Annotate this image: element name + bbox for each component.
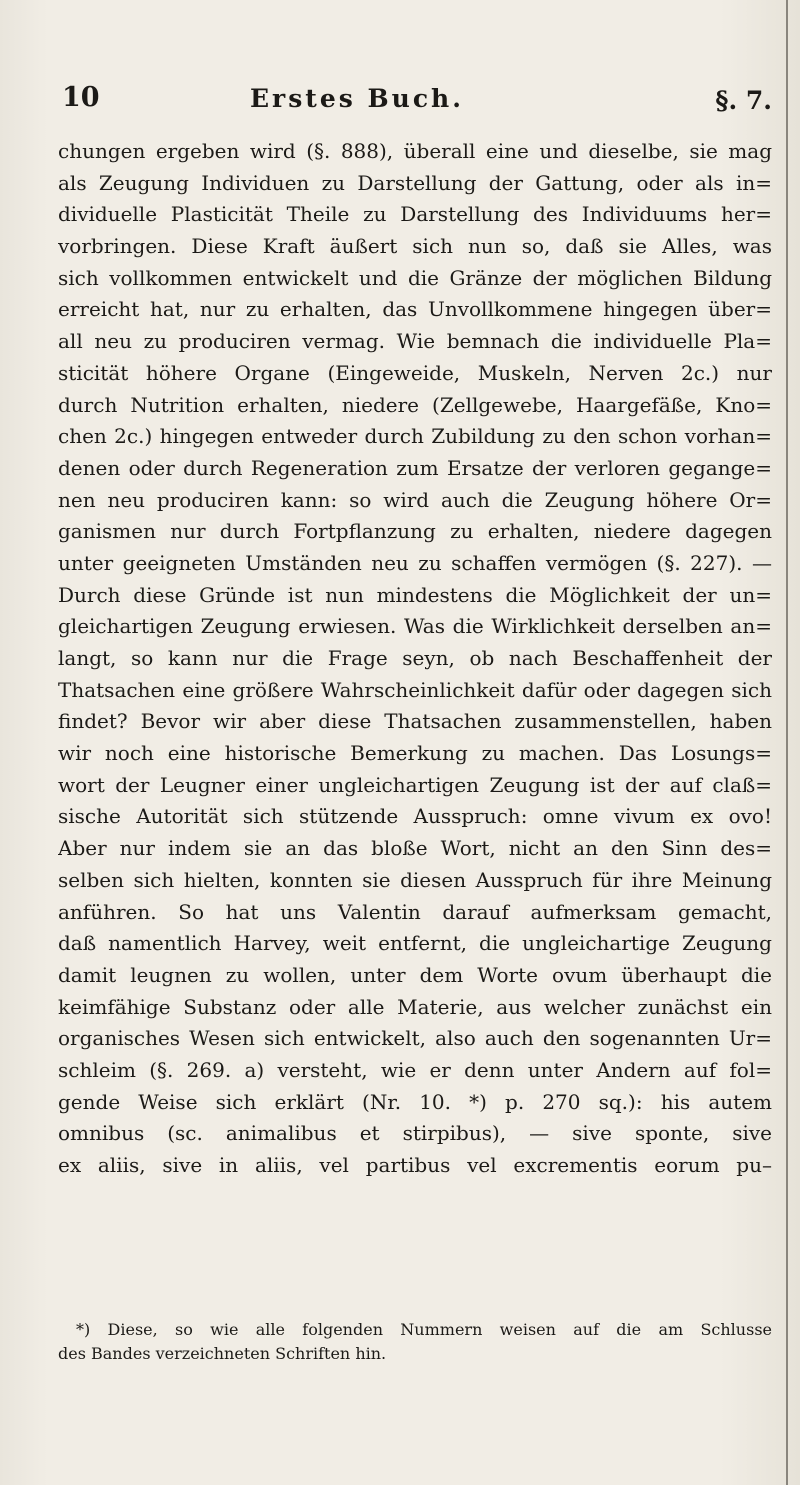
text-line: gleichartigen Zeugung erwiesen. Was die Wirklichkeit derselben an= bbox=[58, 614, 772, 639]
text-line: ex aliis, sive in aliis, vel partibus vel excrementis eorum pu– bbox=[58, 1153, 772, 1177]
text-line: wort der Leugner einer ungleichartigen Zeugung ist der auf claß= bbox=[58, 772, 772, 797]
text-line: vorbringen. Diese Kraft äußert sich nun so, daß sie Alles, was bbox=[58, 234, 772, 259]
body-text bbox=[58, 136, 772, 1182]
text-line: als Zeugung Individuen zu Darstellung der Gattung, oder als in= bbox=[58, 170, 772, 195]
text-line: all neu zu produciren vermag. Wie bemnach die individuelle Pla= bbox=[58, 329, 772, 354]
text-line: findet? Bevor wir aber diese Thatsachen zusammenstellen, haben bbox=[58, 709, 772, 734]
text-line: unter geeigneten Umständen neu zu schaffen vermögen (§. 227). — bbox=[58, 550, 772, 575]
text-line: nen neu produciren kann: so wird auch die Zeugung höhere Or= bbox=[58, 487, 772, 512]
text-line: erreicht hat, nur zu erhalten, das Unvollkommene hingegen über= bbox=[58, 297, 772, 322]
text-line: damit leugnen zu wollen, unter dem Worte ovum überhaupt die bbox=[58, 962, 772, 987]
page-number: 10 bbox=[62, 82, 100, 113]
text-line: durch Nutrition erhalten, niedere (Zellgewebe, Haargefäße, Kno= bbox=[58, 392, 772, 417]
text-line: keimfähige Substanz oder alle Materie, aus welcher zunächst ein bbox=[58, 994, 772, 1019]
text-line: chungen ergeben wird (§. 888), überall eine und dieselbe, sie mag bbox=[58, 139, 772, 163]
text-line: sticität höhere Organe (Eingeweide, Muskeln, Nerven 2c.) nur bbox=[58, 360, 772, 385]
running-title: Erstes Buch. bbox=[250, 84, 464, 113]
text-line: sische Autorität sich stützende Ausspruch: omne vivum ex ovo! bbox=[58, 804, 772, 829]
footnote-line: *) Diese, so wie alle folgenden Nummern weisen auf die am Schlusse bbox=[76, 1320, 772, 1339]
text-line: anführen. So hat uns Valentin darauf aufmerksam gemacht, bbox=[58, 899, 772, 924]
text-line: gende Weise sich erklärt (Nr. 10. *) p. 270 sq.): his autem bbox=[58, 1089, 772, 1114]
text-line: wir noch eine historische Bemerkung zu machen. Das Losungs= bbox=[58, 741, 772, 766]
footnote bbox=[58, 1318, 772, 1366]
text-line: omnibus (sc. animalibus et stirpibus), — sive sponte, sive bbox=[58, 1121, 772, 1146]
text-line: ganismen nur durch Fortpflanzung zu erhalten, niedere dagegen bbox=[58, 519, 772, 544]
page-edge-rule bbox=[786, 0, 788, 1485]
text-line: Durch diese Gründe ist nun mindestens die Möglichkeit der un= bbox=[58, 582, 772, 607]
text-line: denen oder durch Regeneration zum Ersatze der verloren gegange= bbox=[58, 455, 772, 480]
text-line: daß namentlich Harvey, weit entfernt, die ungleichartige Zeugung bbox=[58, 931, 772, 956]
text-line: selben sich hielten, konnten sie diesen Ausspruch für ihre Meinung bbox=[58, 867, 772, 892]
page-header bbox=[56, 70, 772, 115]
text-line: Aber nur indem sie an das bloße Wort, nicht an den Sinn des= bbox=[58, 836, 772, 861]
footnote-line: des Bandes verzeichneten Schriften hin. bbox=[58, 1344, 387, 1363]
section-number: §. 7. bbox=[715, 86, 772, 115]
text-line: organisches Wesen sich entwickelt, also auch den sogenannten Ur= bbox=[58, 1026, 772, 1051]
text-line: chen 2c.) hingegen entweder durch Zubildung zu den schon vorhan= bbox=[58, 424, 772, 449]
text-line: langt, so kann nur die Frage seyn, ob nach Beschaffenheit der bbox=[58, 646, 772, 670]
text-line: schleim (§. 269. a) versteht, wie er denn unter Andern auf fol= bbox=[58, 1057, 772, 1082]
text-line: Thatsachen eine größere Wahrscheinlichkeit dafür oder dagegen sich bbox=[58, 677, 772, 702]
text-line: sich vollkommen entwickelt und die Gränze der möglichen Bildung bbox=[58, 265, 772, 290]
text-line: dividuelle Plasticität Theile zu Darstellung des Individuums her= bbox=[58, 202, 772, 227]
